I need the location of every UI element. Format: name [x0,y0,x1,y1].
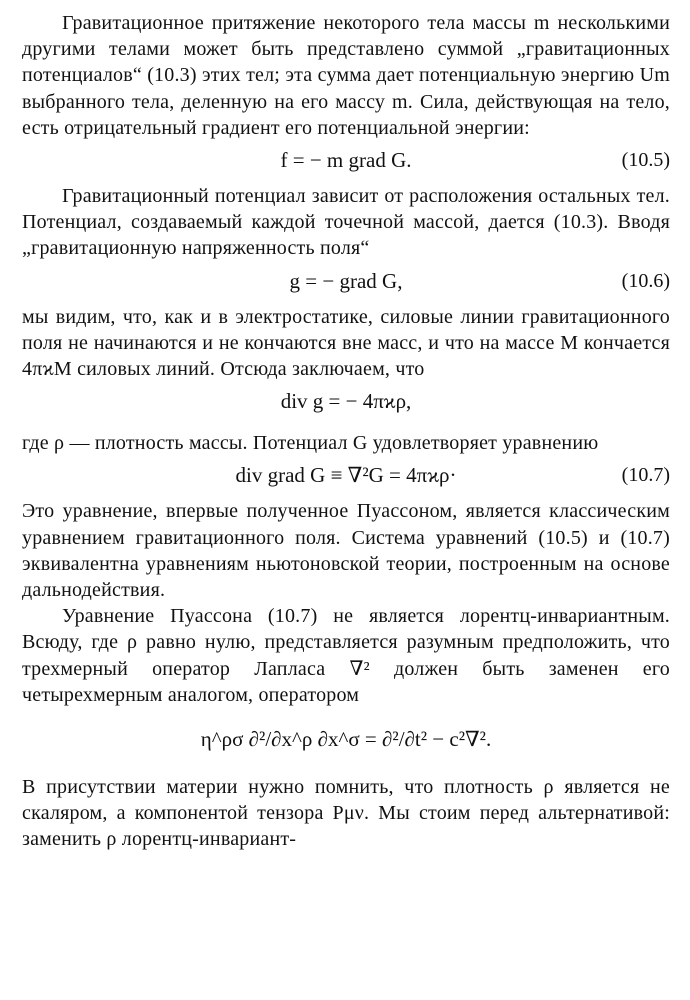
equation-number: (10.6) [621,269,670,292]
equation-text: div grad G ≡ ∇²G = 4πϰρ· [235,463,457,488]
equation-text: div g = − 4πϰρ, [280,389,412,414]
equation-divergence [22,382,670,420]
equation-10-7 [22,456,670,494]
equation-text: f = − m grad G. [280,148,412,173]
paragraph-lorentz-invariance: Уравнение Пуассона (10.7) не является лорентц-инвариантным. Всюду, где ρ равно нулю, представляется разумным предположить, что трехмерный оператор Лапласа ∇² должен быть заменен его четырехмерным аналогом, оператором [22,605,670,706]
equation-number: (10.5) [621,149,670,172]
equation-10-5 [22,141,670,179]
equation-dalembertian [22,708,670,770]
paragraph-density: где ρ — плотность массы. Потенциал G удовлетворяет уравнению [22,432,599,455]
document-page [22,10,670,853]
paragraph-matter-tensor: В присутствии материи нужно помнить, что плотность ρ является не скаляром, а компонентой тензора Pμν. Мы стоим перед альтернативой: заменить ρ лорентц-инвариант- [22,776,670,851]
paragraph-poisson-equation: Это уравнение, впервые полученное Пуассоном, является классическим уравнением гравитационного поля. Система уравнений (10.5) и (10.7) эквивалентна уравнениям ньютоновской теории, построенным на основе дальнодействия. [22,500,670,602]
equation-text: g = − grad G, [289,268,403,293]
paragraph-gravitational-potential: Гравитационное притяжение некоторого тела массы m несколькими другими телами может быть представлено суммой „гравитационных потенциалов“ (10.3) этих тел; эта сумма дает потенциальную энергию Um выбранного тела, деленную на его массу m. Сила, действующая на тело, есть отрицательный градиент его потенциальной энергии: [22,12,670,139]
paragraph-field-strength: Гравитационный потенциал зависит от расположения остальных тел. Потенциал, создаваемый каждой точечной массой, дается (10.3). Вводя „гравитационную напряженность поля“ [22,185,670,260]
equation-number: (10.7) [621,464,670,487]
equation-text: η^ρσ ∂²/∂x^ρ ∂x^σ = ∂²/∂t² − c²∇². [200,727,492,752]
equation-10-6 [22,262,670,300]
paragraph-field-lines: мы видим, что, как и в электростатике, силовые линии гравитационного поля не начинаются и не кончаются вне масс, и что на массе M кончается 4πϰM силовых линий. Отсюда заключаем, что [22,305,670,381]
